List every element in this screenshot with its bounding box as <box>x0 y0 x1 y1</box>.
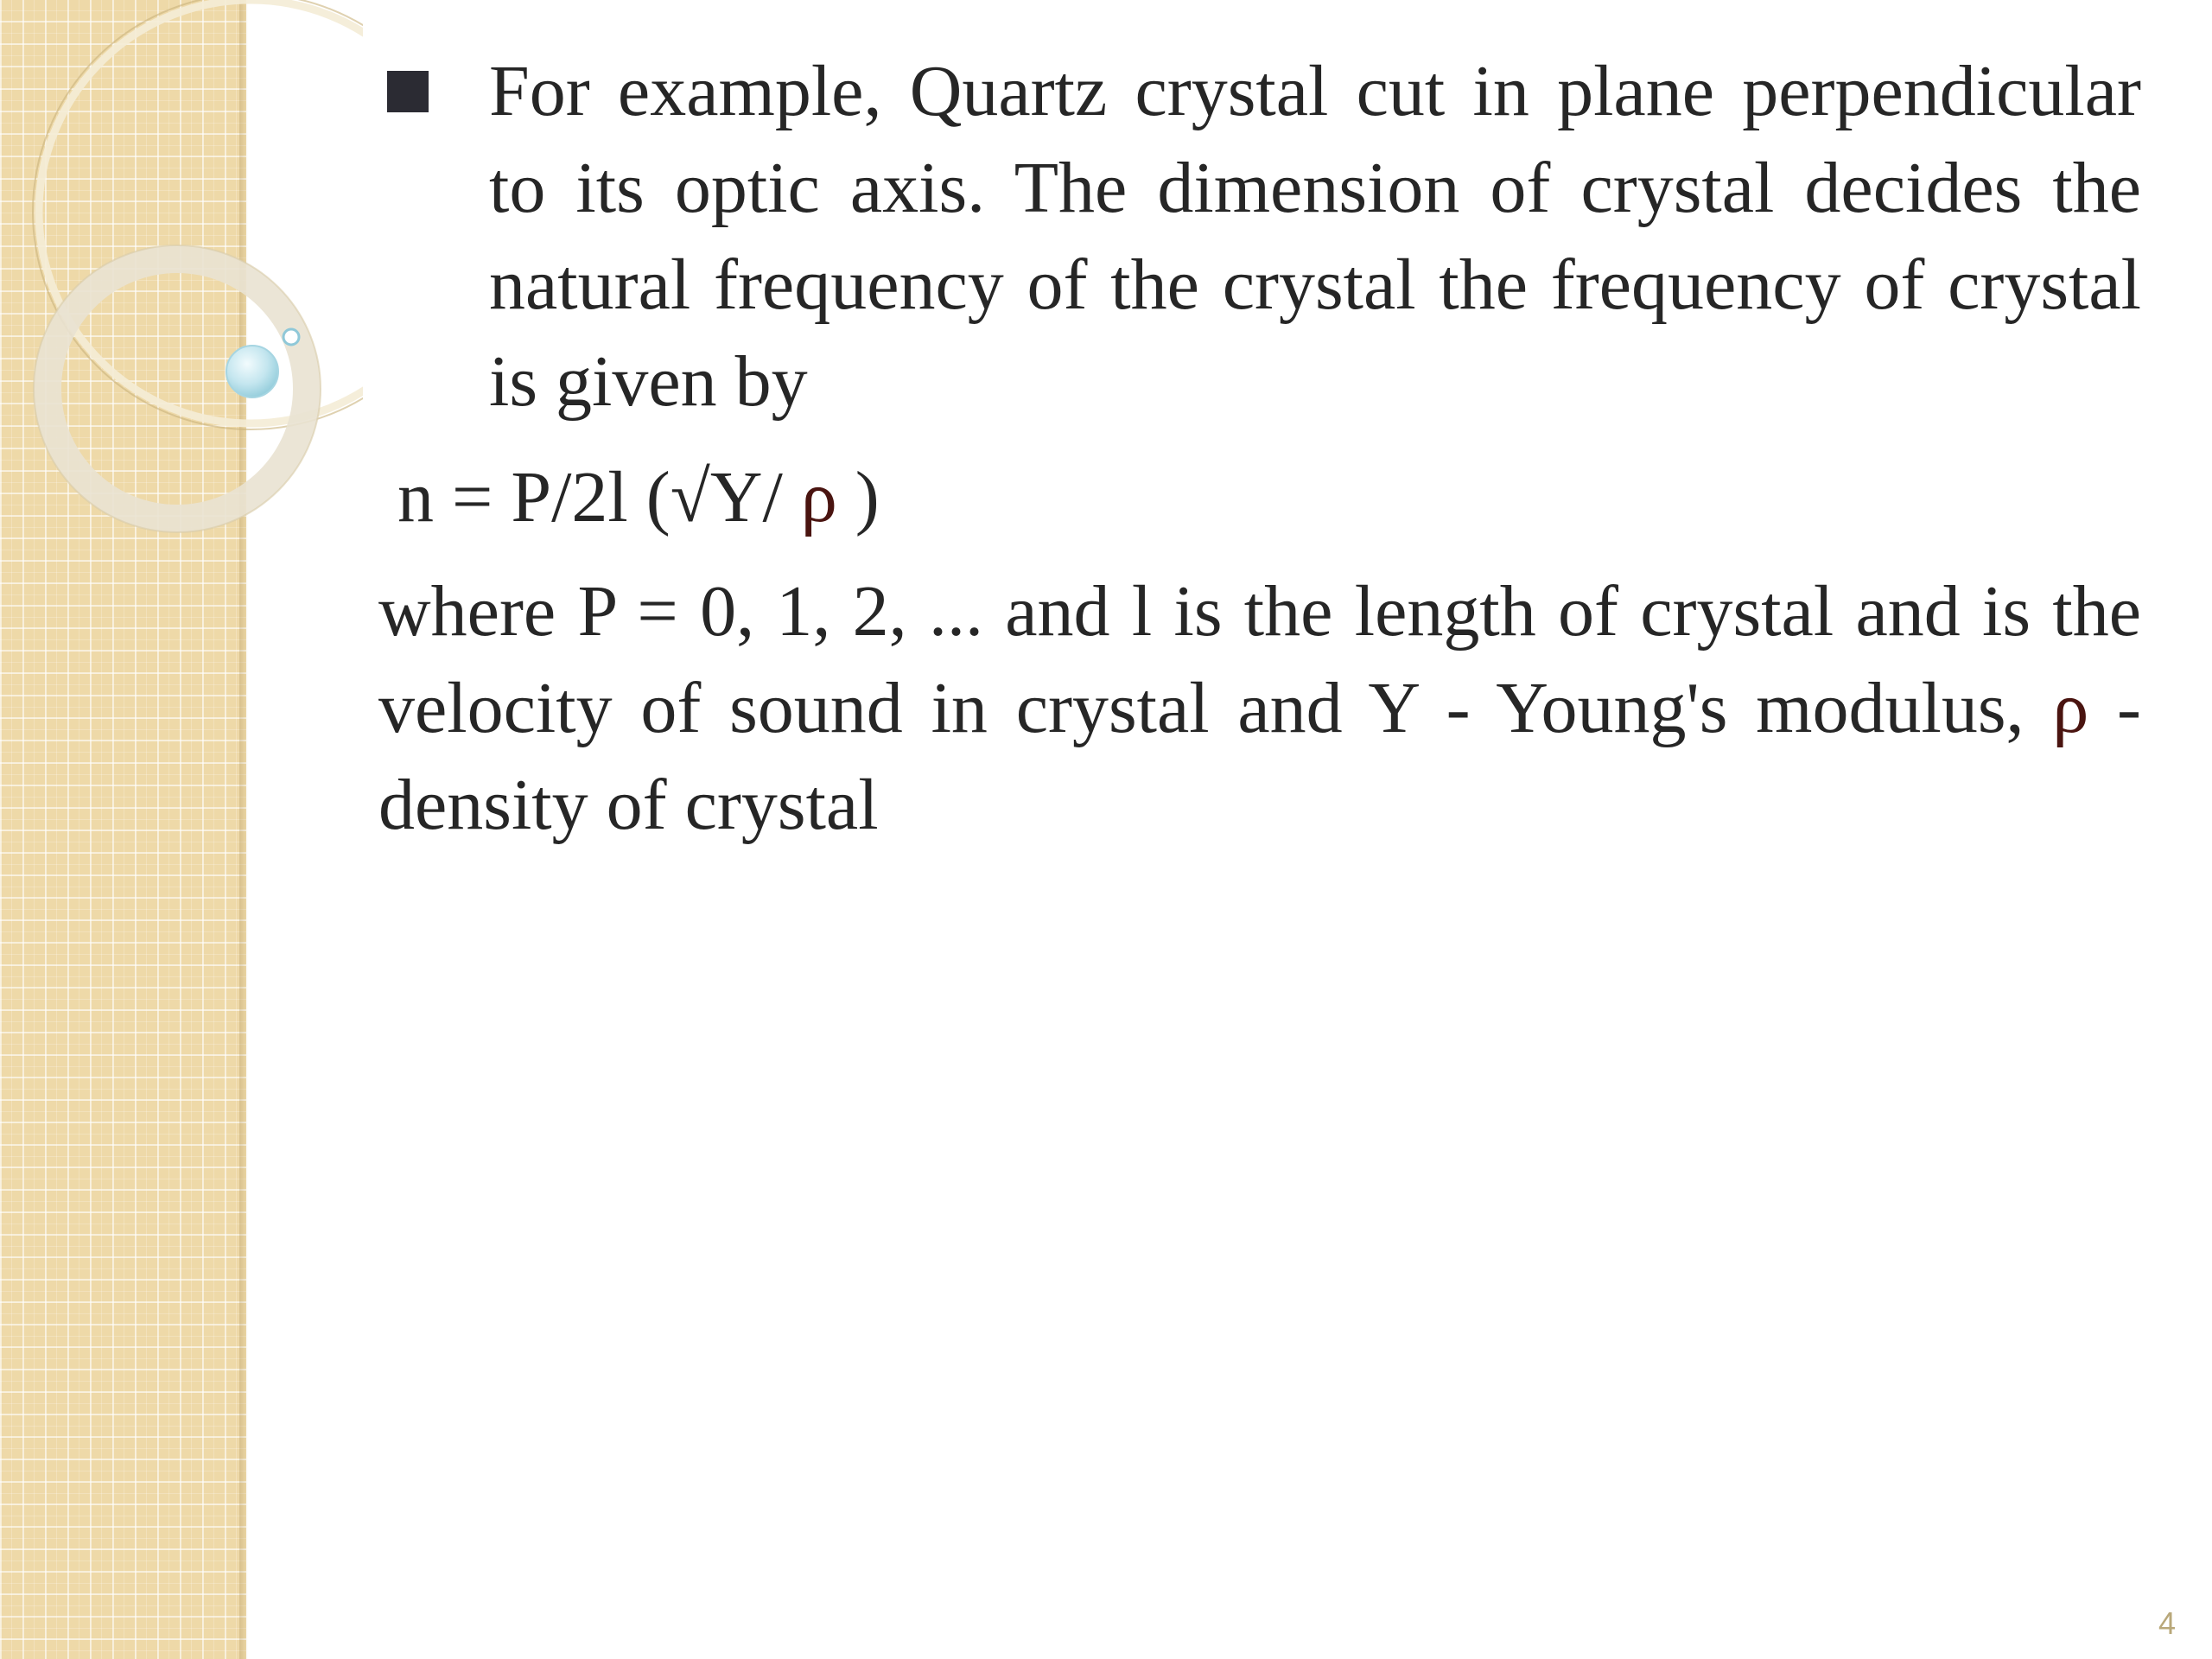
formula-suffix: ) <box>836 457 880 537</box>
description-rho: ρ <box>2052 668 2089 748</box>
description-main: where P = 0, 1, 2, ... and l is the length of crystal and is the velocity of sound in crystal and Y - Young's modulus, <box>378 571 2141 748</box>
bullet-text: For example, Quartz crystal cut in plane perpendicular to its optic axis. The dimension of crystal decides the natural frequency of the crystal the frequency of crystal is given by <box>489 51 2141 422</box>
square-bullet-icon <box>387 71 429 112</box>
variable-description <box>378 563 2141 854</box>
slide-content <box>378 43 2141 854</box>
page-number: 4 <box>2158 1605 2176 1641</box>
description-end: - density of crystal <box>378 668 2141 845</box>
decorative-rings <box>0 0 363 553</box>
frequency-formula <box>397 449 2141 546</box>
small-bubble <box>283 329 299 345</box>
formula-prefix: n = P/2l (√Y/ <box>397 457 801 537</box>
bullet-item <box>378 43 2141 430</box>
formula-rho: ρ <box>800 457 837 537</box>
bubble <box>226 346 278 397</box>
